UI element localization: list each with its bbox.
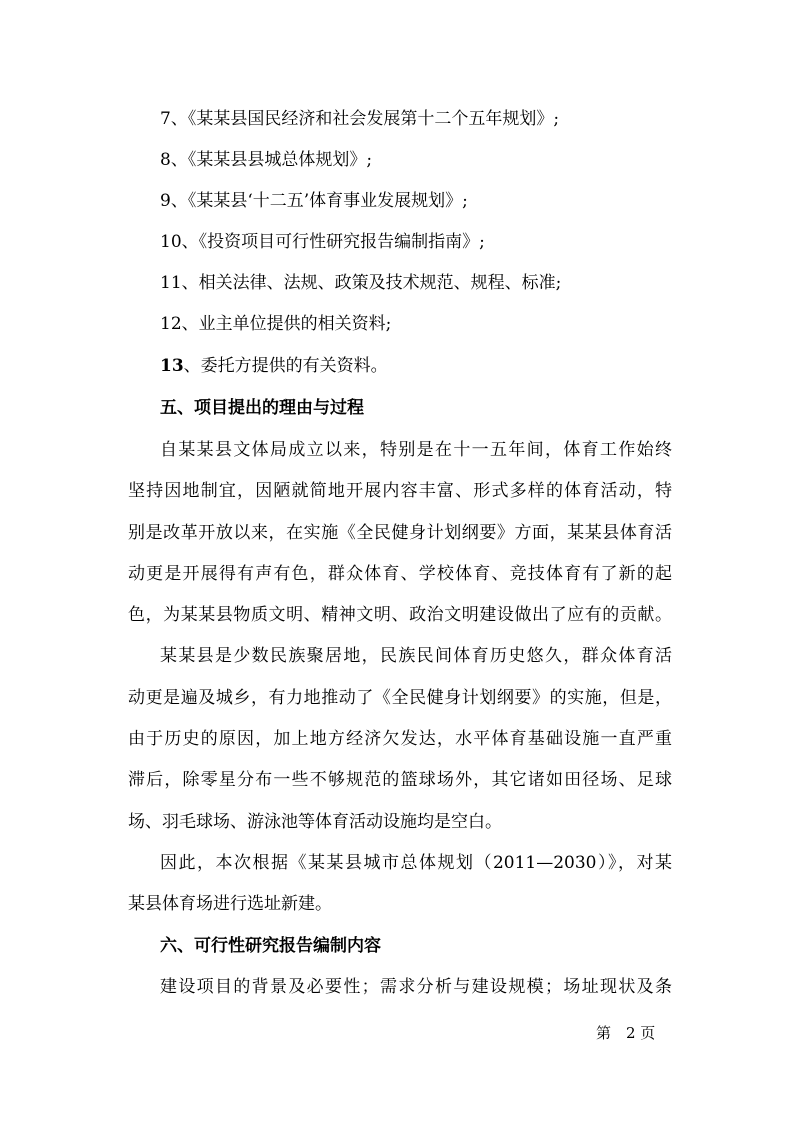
section-5-para-2-line-2: 动更是遍及城乡，有力地推动了《全民健身计划纲要》的实施，但是， (128, 688, 672, 708)
section-5-para-3-line-1: 因此，本次根据《某某县城市总体规划（2011—2030）》，对某 (160, 853, 672, 873)
list-item-11: 11、相关法律、法规、政策及技术规范、规程、标准; (160, 273, 562, 293)
section-6-heading: 六、可行性研究报告编制内容 (160, 936, 381, 956)
section-6-para-1-line-1: 建设项目的背景及必要性；需求分析与建设规模；场址现状及条 (160, 977, 672, 997)
list-item-10: 10、《投资项目可行性研究报告编制指南》; (160, 232, 485, 252)
section-5-para-3-line-2: 某县体育场进行选址新建。 (128, 894, 332, 914)
section-5-para-2-line-3: 由于历史的原因，加上地方经济欠发达，水平体育基础设施一直严重 (128, 729, 672, 749)
section-5-para-1-line-4: 动更是开展得有声有色，群众体育、学校体育、竞技体育有了新的起 (128, 564, 672, 584)
section-5-para-2-line-5: 场、羽毛球场、游泳池等体育活动设施均是空白。 (128, 812, 502, 832)
section-5-heading: 五、项目提出的理由与过程 (160, 398, 364, 418)
section-5-para-1-line-5: 色，为某某县物质文明、精神文明、政治文明建设做出了应有的贡献。 (128, 605, 672, 625)
section-5-para-2-line-4: 滞后，除零星分布一些不够规范的篮球场外，其它诸如田径场、足球 (128, 770, 672, 790)
section-5-para-1-line-3: 别是改革开放以来，在实施《全民健身计划纲要》方面，某某县体育活 (128, 523, 672, 543)
list-item-7: 7、《某某县国民经济和社会发展第十二个五年规划》; (160, 109, 560, 129)
section-5-para-1-line-1: 自某某县文体局成立以来，特别是在十一五年间，体育工作始终 (160, 440, 672, 460)
list-item-13-text: 、委托方提供的有关资料。 (183, 356, 388, 376)
section-5-para-1-line-2: 坚持因地制宜，因陋就简地开展内容丰富、形式多样的体育活动，特 (128, 481, 672, 501)
list-item-13 (160, 356, 388, 376)
page-number: 第 2 页 (596, 1024, 656, 1042)
list-item-9: 9、《某某县‘十二五’体育事业发展规划》; (160, 191, 468, 211)
list-item-12: 12、业主单位提供的相关资料; (160, 314, 392, 334)
list-item-13-number: 13 (160, 356, 184, 376)
list-item-8: 8、《某某县县城总体规划》; (160, 150, 373, 170)
section-5-para-2-line-1: 某某县是少数民族聚居地，民族民间体育历史悠久，群众体育活 (160, 646, 672, 666)
